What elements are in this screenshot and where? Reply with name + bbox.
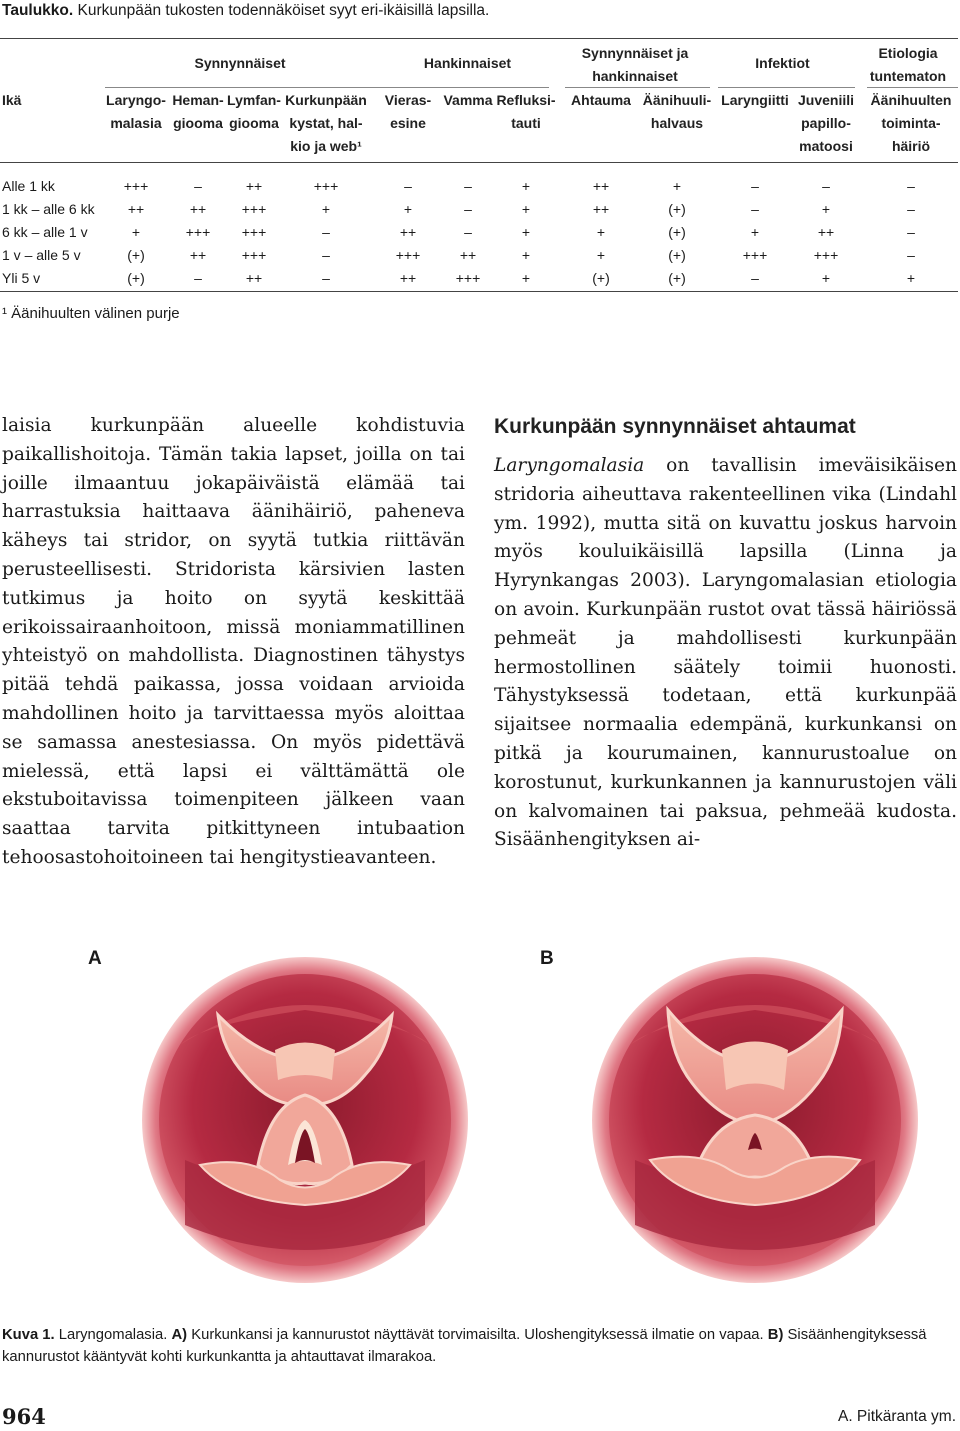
row-age-label: Yli 5 v xyxy=(2,270,41,286)
table-cell: +++ xyxy=(241,247,267,263)
column-header-4-line-0: Vieras- xyxy=(384,92,432,108)
table-cell: + xyxy=(521,270,531,286)
table-cell: – xyxy=(194,178,202,194)
table-cell: – xyxy=(322,247,330,263)
row-age-label: 1 kk – alle 6 kk xyxy=(2,201,95,217)
table-cell: (+) xyxy=(668,201,686,217)
group-rule-infektiot xyxy=(718,87,855,88)
row-age-label: 6 kk – alle 1 v xyxy=(2,224,88,240)
table-cell: +++ xyxy=(742,247,768,263)
table-cell: ++ xyxy=(189,247,207,263)
body-paragraph-right-text: on tavallisin imeväisikäisen stridoria aiheuttava rakenteellinen vika (Lindahl ym. 1992), mutta sitä on kuvattu joskus harvoin myös kouluikäisillä lapsilla (Linna ja Hyrynkangas 2003). Laryngomalasian etiologia on avoin. Kurkunpään rustot ovat tässä häiriössä pehmeät ja mahdollisesti kurkunpään hermostollinen säätely toimii huonosti. Tähystyksessä todetaan, että kurkunpää sijaitsee normaalia edempänä, kurkunkansi on pitkä ja kourumainen, kannurustoalue on korostunut, kurkunkannen ja kannurustojen väli on kalvomainen tai paksua, pehmeää kudosta. Sisäänhengityksen ai- xyxy=(494,455,957,851)
table-cell: + xyxy=(750,224,760,240)
table-cell: + xyxy=(521,247,531,263)
column-header-8-line-0: Äänihuuli- xyxy=(642,92,712,108)
figure-caption-text: Laryngomalasia. xyxy=(58,1327,168,1343)
figure-caption xyxy=(2,1324,958,1368)
age-column-header: Ikä xyxy=(2,92,22,108)
column-header-6-line-0: Refluksi- xyxy=(496,92,556,108)
figure-caption-b-label: B) xyxy=(767,1327,784,1343)
table-cell: – xyxy=(907,178,915,194)
group-header-synn-hank-1: Synnynnäiset ja xyxy=(581,45,689,61)
table-cell: ++ xyxy=(245,270,263,286)
table-top-rule xyxy=(0,38,958,39)
table-cell: +++ xyxy=(185,224,211,240)
table-cell: ++ xyxy=(817,224,835,240)
table-cell: +++ xyxy=(241,224,267,240)
group-header-etiologia-1: Etiologia xyxy=(878,45,938,61)
column-header-0-line-1: malasia xyxy=(110,115,162,131)
group-rule-synn-hank xyxy=(565,87,710,88)
figure-caption-a-label: A) xyxy=(171,1327,188,1343)
table-bottom-rule xyxy=(0,291,958,292)
table-cell: + xyxy=(906,270,916,286)
table-cell: ++ xyxy=(399,224,417,240)
table-cell: (+) xyxy=(668,224,686,240)
table-cell: (+) xyxy=(668,270,686,286)
table-caption-label: Taulukko. xyxy=(2,2,74,19)
column-header-1-line-0: Heman- xyxy=(172,92,224,108)
group-header-synnynnaiset: Synnynnäiset xyxy=(194,55,286,71)
body-column-right xyxy=(494,412,957,855)
term-laryngomalasia: Laryngomalasia xyxy=(494,455,645,476)
body-paragraph-right xyxy=(494,452,957,855)
row-age-label: Alle 1 kk xyxy=(2,178,55,194)
figure-caption-b: Sisäänhengityksessä kannurustot kääntyvät kohti kurkunkantta ja ahtauttavat ilmarakoa. xyxy=(2,1327,927,1365)
column-header-2-line-0: Lymfan- xyxy=(227,92,281,108)
table-cell: – xyxy=(194,270,202,286)
group-rule-hankinnaiset xyxy=(387,87,549,88)
column-header-9-line-0: Laryngiitti xyxy=(721,92,789,108)
column-header-6-line-1: tauti xyxy=(511,115,541,131)
table-cell: – xyxy=(907,201,915,217)
table-cell: (+) xyxy=(127,247,145,263)
column-header-3-line-2: kio ja web¹ xyxy=(290,138,362,154)
larynx-illustration-b xyxy=(590,955,920,1285)
figure-caption-a: Kurkunkansi ja kannurustot näyttävät torvimaisilta. Uloshengityksessä ilmatie on vapaa. xyxy=(191,1327,764,1343)
body-paragraph-left: laisia kurkunpään alueelle kohdistuvia paikallishoitoja. Tämän takia lapset, joilla on tai joille ilmaantuu jokapäiväistä elämää tai harrastuksia haittaava äänihäiriö, paheneva käheys tai stridor, on syytä tutkia riittävän perusteellisesti. Stridorista kärsivien lasten tutkimus ja hoito on syytä keskittää erikoissairaanhoitoon, missä moniammatillinen yhteistyö on mahdollista. Diagnostinen tähystys pitää tehdä paikassa, jossa voidaan arvioida mahdollinen hoito ja tarvittaessa myös aloittaa se samassa anestesiassa. On myös pidettävä mielessä, että lapsi ei välttämättä ole ekstuboitavissa toimenpiteen jälkeen vaan saattaa tarvita pitkittyneen intubaation tehoosastohoitoineen tai hengitystieavanteen. xyxy=(2,415,465,868)
table-cell: (+) xyxy=(127,270,145,286)
table-cell: +++ xyxy=(313,178,339,194)
column-header-2-line-1: gioomа xyxy=(229,115,279,131)
author-line: A. Pitkäranta ym. xyxy=(837,1408,956,1425)
table-cell: + xyxy=(596,247,606,263)
column-header-3-line-1: kystat, hal- xyxy=(289,115,363,131)
table-cell: + xyxy=(321,201,331,217)
column-header-10-line-0: Juveniili xyxy=(797,92,855,108)
table-cell: – xyxy=(907,247,915,263)
table-cell: + xyxy=(821,270,831,286)
column-header-11-line-1: toiminta- xyxy=(881,115,941,131)
table-cell: (+) xyxy=(592,270,610,286)
row-age-label: 1 v – alle 5 v xyxy=(2,247,81,263)
table-cell: ++ xyxy=(592,201,610,217)
table-footnote: ¹ Äänihuulten välinen purje xyxy=(2,305,180,322)
table-cell: – xyxy=(404,178,412,194)
table-cell: + xyxy=(521,178,531,194)
table-cell: – xyxy=(751,201,759,217)
table-cell: ++ xyxy=(245,178,263,194)
column-header-0-line-0: Laryngo- xyxy=(106,92,166,108)
table-cell: + xyxy=(131,224,141,240)
table-cell: + xyxy=(821,201,831,217)
column-header-11-line-0: Äänihuulten xyxy=(870,92,952,108)
table-cell: + xyxy=(596,224,606,240)
column-header-3-line-0: Kurkunpään xyxy=(285,92,367,108)
table-cell: + xyxy=(521,224,531,240)
table-cell: +++ xyxy=(813,247,839,263)
table-cell: ++ xyxy=(399,270,417,286)
figure-label-b: B xyxy=(540,948,554,969)
table-caption xyxy=(2,2,489,20)
table-cell: + xyxy=(403,201,413,217)
table-cell: – xyxy=(907,224,915,240)
table-caption-text: Kurkunpään tukosten todennäköiset syyt eri-ikäisillä lapsilla. xyxy=(77,2,490,19)
table-cell: +++ xyxy=(455,270,481,286)
table-cell: ++ xyxy=(127,201,145,217)
table-cell: ++ xyxy=(592,178,610,194)
body-column-left xyxy=(2,412,465,873)
table-cell: – xyxy=(751,178,759,194)
table-header-rule xyxy=(0,162,958,163)
group-header-etiologia-2: tuntematon xyxy=(869,68,947,84)
column-header-4-line-1: esine xyxy=(390,115,426,131)
column-header-7-line-0: Ahtauma xyxy=(571,92,631,108)
group-header-synn-hank-2: hankinnaiset xyxy=(592,68,678,84)
column-header-10-line-1: papillo- xyxy=(801,115,851,131)
group-header-infektiot: Infektiot xyxy=(755,55,810,71)
table-cell: – xyxy=(822,178,830,194)
table-cell: – xyxy=(322,270,330,286)
table-cell: + xyxy=(672,178,682,194)
column-header-1-line-1: gioomа xyxy=(173,115,223,131)
table-cell: – xyxy=(464,201,472,217)
column-header-8-line-1: halvaus xyxy=(650,115,704,131)
table-cell: ++ xyxy=(189,201,207,217)
table-cell: + xyxy=(521,201,531,217)
epiglottis-tip xyxy=(722,1042,788,1091)
table-cell: +++ xyxy=(241,201,267,217)
column-header-11-line-2: häiriö xyxy=(891,138,931,154)
table-cell: (+) xyxy=(668,247,686,263)
table-cell: – xyxy=(464,178,472,194)
column-header-10-line-2: matoosi xyxy=(799,138,853,154)
table-cell: +++ xyxy=(395,247,421,263)
table-cell: – xyxy=(464,224,472,240)
section-heading: Kurkunpään synnynnäiset ahtaumat xyxy=(494,415,856,438)
figure-label-a: A xyxy=(88,948,102,969)
group-rule-etiologia xyxy=(867,87,958,88)
table-cell: +++ xyxy=(123,178,149,194)
epiglottis-tip xyxy=(275,1043,335,1081)
group-header-hankinnaiset: Hankinnaiset xyxy=(423,55,512,71)
group-rule-synnynnaiset xyxy=(105,87,397,88)
column-header-5-line-0: Vamma xyxy=(443,92,493,108)
larynx-illustration-a xyxy=(140,955,470,1285)
table-cell: ++ xyxy=(459,247,477,263)
table-cell: – xyxy=(322,224,330,240)
table-cell: – xyxy=(751,270,759,286)
figure-caption-label: Kuva 1. xyxy=(2,1327,55,1343)
page-number: 964 xyxy=(2,1404,46,1429)
